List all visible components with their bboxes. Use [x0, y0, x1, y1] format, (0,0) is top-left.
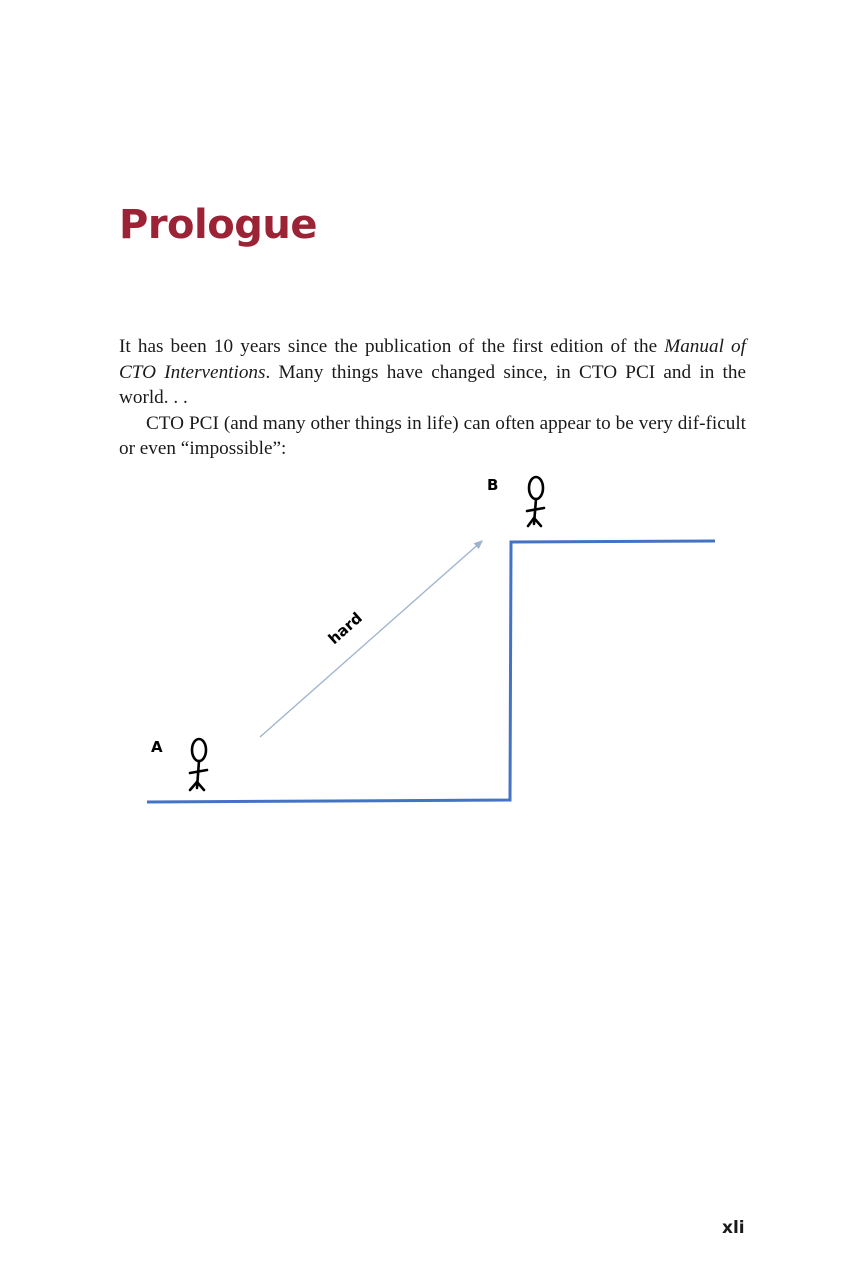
page-number: xli: [722, 1218, 745, 1238]
book-title-italic: Manual of CTO Interventions: [119, 336, 746, 383]
body-text: [119, 334, 746, 462]
paragraph-1-end: . Many things have changed since, in CTO PCI and in the world. . .: [119, 361, 746, 408]
step-line: [147, 541, 715, 802]
hard-label: hard: [324, 608, 366, 648]
hard-arrow: [260, 541, 482, 737]
stick-figure-b-icon: [527, 477, 544, 526]
label-a: A: [151, 738, 163, 756]
label-b: B: [487, 476, 499, 494]
chapter-title: Prologue: [119, 202, 317, 248]
paragraph-2: CTO PCI (and many other things in life) can often appear to be very dif-ficult or even “impossible”:: [119, 412, 746, 459]
paragraph-1: [119, 334, 746, 411]
stick-figure-a-icon: [190, 739, 207, 790]
step-figure: [120, 460, 740, 820]
paragraph-1-start: It has been 10 years since the publication of the first edition of the: [119, 336, 665, 357]
